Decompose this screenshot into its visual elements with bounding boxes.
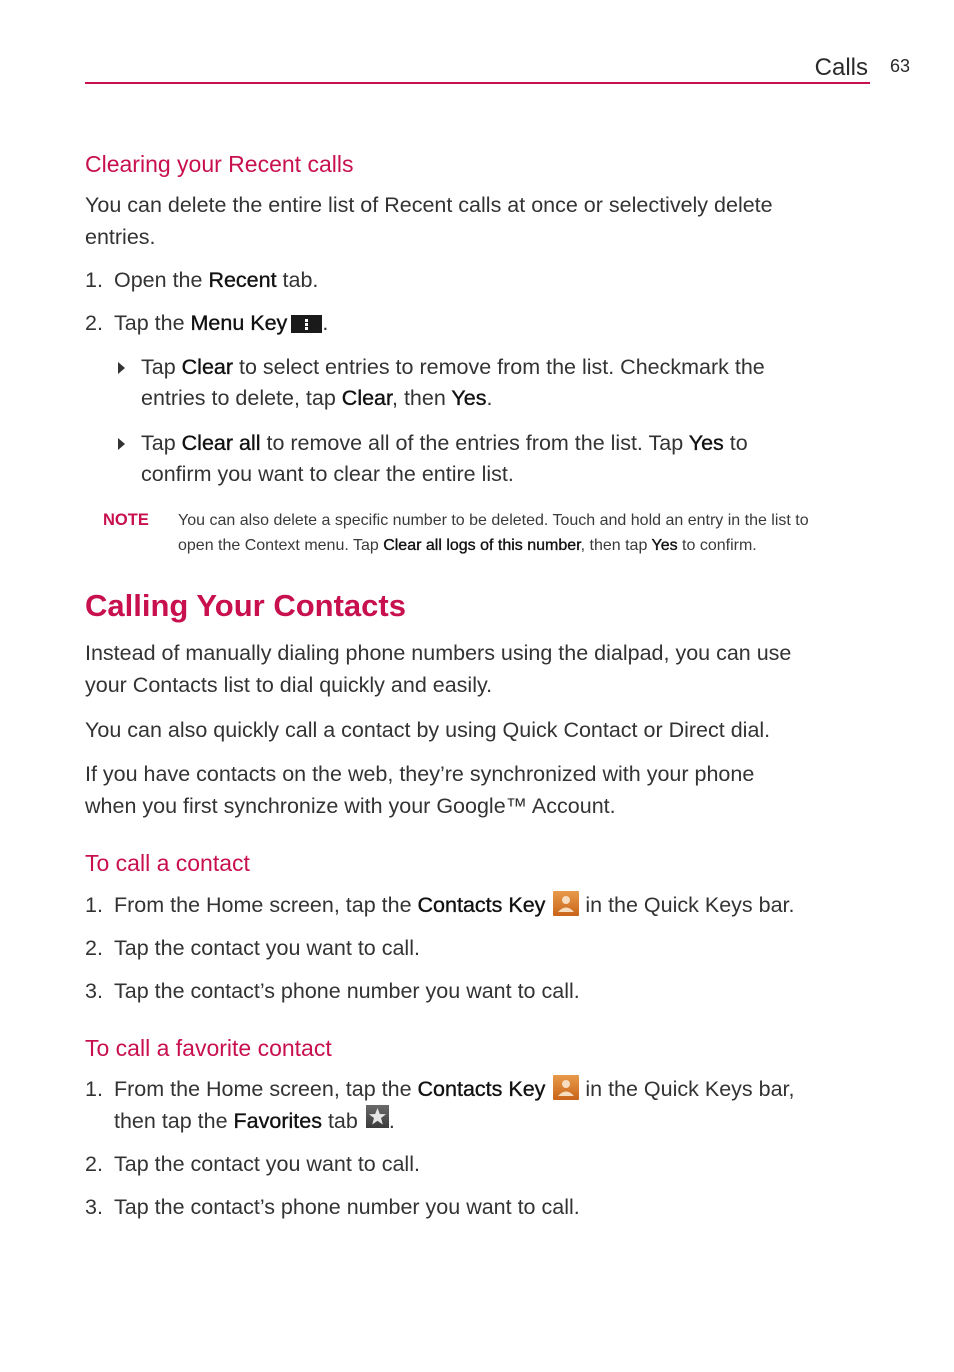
step-number: 3.	[85, 979, 103, 1003]
page-header	[85, 52, 870, 84]
step-number: 1.	[85, 893, 103, 917]
bullet-text: Tap Clear to select entries to remove from the list. Checkmark the entries to delete, tap Clear, then Yes.	[141, 355, 765, 410]
step-number: 1.	[85, 1077, 103, 1101]
favorites-star-icon	[366, 1105, 389, 1128]
ui-term: Contacts Key	[417, 893, 546, 917]
ui-term: Clear all	[181, 431, 261, 455]
step-number: 2.	[85, 1152, 103, 1176]
intro-line: entries.	[85, 225, 156, 249]
step-number: 2.	[85, 311, 103, 335]
ui-term: Yes	[651, 537, 678, 554]
ui-term: Yes	[451, 386, 487, 410]
contacts-key-icon	[553, 891, 579, 916]
ui-term: Menu Key	[190, 311, 288, 335]
heading-to-call-a-contact: To call a contact	[85, 850, 250, 876]
heading-to-call-a-favorite-contact: To call a favorite contact	[85, 1035, 332, 1061]
ui-term: Recent	[208, 268, 277, 292]
menu-key-icon	[291, 315, 322, 333]
clearing-intro	[85, 189, 865, 253]
ui-term: Clear	[181, 355, 234, 379]
step-text: Open the Recent tab.	[114, 268, 319, 292]
ui-term: Favorites	[233, 1109, 322, 1133]
step-text: From the Home screen, tap the Contacts Key in the Quick Keys bar, then tap the Favorites tab .	[114, 1077, 795, 1133]
step-text: Tap the contact’s phone number you want to call.	[114, 979, 580, 1003]
section-title: Calls	[814, 54, 868, 81]
step-number: 1.	[85, 268, 103, 292]
bullet-arrow-icon	[118, 438, 125, 450]
calling-paragraph-3: If you have contacts on the web, they’re synchronized with your phone when you first synchronize with your Google™ Account.	[85, 762, 755, 818]
contacts-key-icon	[553, 1075, 579, 1100]
step-text: Tap the Menu Key .	[114, 311, 329, 335]
bullet-text: Tap Clear all to remove all of the entries from the list. Tap Yes to confirm you want to clear the entire list.	[141, 431, 748, 486]
ui-term: Yes	[688, 431, 724, 455]
ui-term: Clear	[341, 386, 392, 410]
bullet-arrow-icon	[118, 362, 125, 374]
heading-calling-your-contacts: Calling Your Contacts	[85, 588, 406, 623]
step-text: From the Home screen, tap the Contacts Key in the Quick Keys bar.	[114, 893, 795, 917]
intro-line: You can delete the entire list of Recent calls at once or selectively delete	[85, 193, 773, 217]
ui-term: Clear all logs of this number	[383, 537, 581, 554]
calling-paragraph-2: You can also quickly call a contact by using Quick Contact or Direct dial.	[85, 718, 771, 742]
step-text: Tap the contact you want to call.	[114, 936, 420, 960]
ui-term: Contacts Key	[417, 1077, 546, 1101]
note-label: NOTE	[103, 511, 149, 529]
step-text: Tap the contact you want to call.	[114, 1152, 420, 1176]
heading-clearing-recent-calls: Clearing your Recent calls	[85, 151, 354, 177]
note-text: You can also delete a specific number to be deleted. Touch and hold an entry in the list to open the Context menu. Tap Clear all logs of this number, then tap Yes to confirm.	[178, 512, 809, 554]
page-number: 63	[890, 56, 911, 76]
step-number: 2.	[85, 936, 103, 960]
step-text: Tap the contact’s phone number you want to call.	[114, 1195, 580, 1219]
step-number: 3.	[85, 1195, 103, 1219]
calling-paragraph-1: Instead of manually dialing phone numbers using the dialpad, you can use your Contacts list to dial quickly and easily.	[85, 641, 792, 697]
